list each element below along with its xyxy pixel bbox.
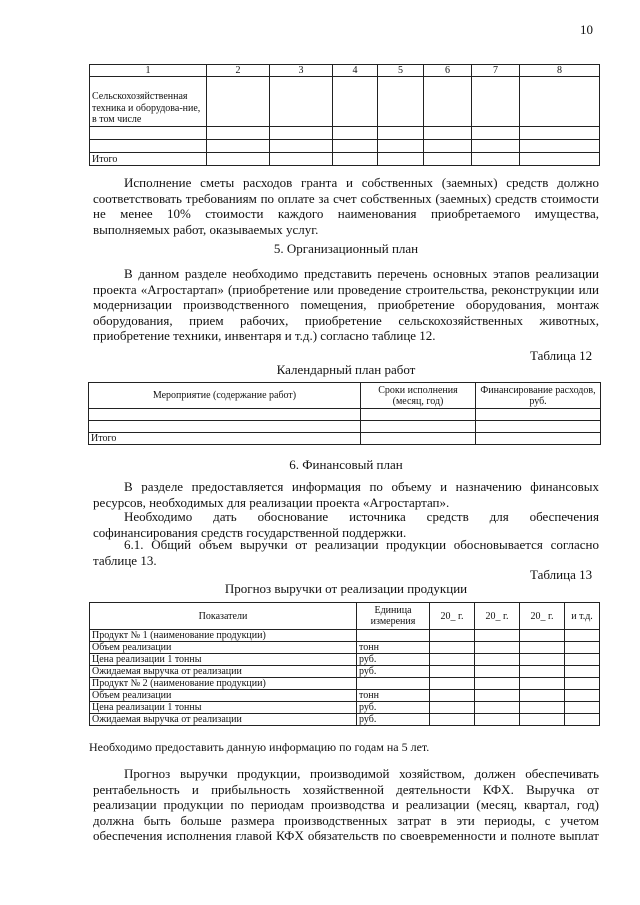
col-header: Единица измерения <box>357 603 430 630</box>
table-row <box>90 702 600 714</box>
page-number: 10 <box>580 22 593 37</box>
row-unit: тонн <box>357 642 430 654</box>
col-header: Показатели <box>90 603 357 630</box>
table-label: Таблица 12 <box>530 348 593 363</box>
row-label: Объем реализации <box>90 642 357 654</box>
row-unit: тонн <box>357 690 430 702</box>
table-cell <box>520 77 600 127</box>
table-cell <box>270 77 333 127</box>
col-header: 7 <box>472 65 520 77</box>
col-header: 1 <box>90 65 207 77</box>
note: Необходимо предоставить данную информацию по годам на 5 лет. <box>89 740 430 754</box>
col-header: Финансирование расходов, руб. <box>476 383 601 409</box>
table-row <box>90 654 600 666</box>
table-cell <box>333 77 378 127</box>
table-row <box>90 77 600 127</box>
table-cell <box>378 77 424 127</box>
table-row <box>90 678 600 690</box>
col-header: 4 <box>333 65 378 77</box>
table-header-row <box>90 65 600 77</box>
col-header: 20_ г. <box>475 603 520 630</box>
table-row <box>90 127 600 140</box>
table-row <box>90 642 600 654</box>
total-label: Итого <box>90 153 207 166</box>
table-cell: Сельскохозяйственная техника и оборудова-ние, в том числе <box>90 77 207 127</box>
row-label: Ожидаемая выручка от реализации <box>90 666 357 678</box>
row-unit: руб. <box>357 714 430 726</box>
col-header: 20_ г. <box>520 603 565 630</box>
table-row <box>89 433 601 445</box>
col-header: 5 <box>378 65 424 77</box>
table-label: Таблица 13 <box>530 567 593 582</box>
table-title: Прогноз выручки от реализации продукции <box>224 581 468 596</box>
row-unit <box>357 678 430 690</box>
col-header: 20_ г. <box>430 603 475 630</box>
table-row <box>90 666 600 678</box>
table-row <box>90 714 600 726</box>
row-unit <box>357 630 430 642</box>
section-title: 6. Финансовый план <box>289 457 403 472</box>
table-row <box>90 630 600 642</box>
table-row <box>90 690 600 702</box>
paragraph: Прогноз выручки продукции, производимой хозяйством, должен обеспечивать рентабельность и прибыльность хозяйственной деятельности КФХ. Выручка от реализации продукции по периодам производства и реализации (месяц, квартал, год) должна быть больше размера производственных затрат в эти периоды, с учетом обеспечения исполнения главой КФХ обязательств по своевременности и полноте выплат <box>93 766 599 843</box>
paragraph: В разделе предоставляется информация по объему и назначению финансовых ресурсов, необходимых для реализации проекта «Агростартап». <box>93 479 599 510</box>
calendar-plan-table <box>88 382 601 445</box>
row-label: Цена реализации 1 тонны <box>90 702 357 714</box>
row-unit: руб. <box>357 666 430 678</box>
col-header: 6 <box>424 65 472 77</box>
table-title: Календарный план работ <box>276 362 416 377</box>
total-label: Итого <box>89 433 361 445</box>
table-row <box>89 421 601 433</box>
row-label: Цена реализации 1 тонны <box>90 654 357 666</box>
col-header: 2 <box>207 65 270 77</box>
section-title: 5. Организационный план <box>273 241 419 256</box>
table-row <box>90 140 600 153</box>
table-cell <box>207 77 270 127</box>
row-unit: руб. <box>357 654 430 666</box>
table-row <box>90 153 600 166</box>
col-header: Сроки исполнения (месяц, год) <box>361 383 476 409</box>
table-cell <box>472 77 520 127</box>
table-row <box>89 409 601 421</box>
row-label: Продукт № 2 (наименование продукции) <box>90 678 357 690</box>
col-header: и т.д. <box>565 603 600 630</box>
row-unit: руб. <box>357 702 430 714</box>
paragraph: В данном разделе необходимо представить перечень основных этапов реализации проекта «Агростартап» (приобретение или проведение строительства, реконструкции или модернизации производственного помещения, приобретение оборудования, монтаж оборудования, прием рабочих, приобретение сельскохозяйственных животных, приобретение техники, инвентаря и т.д.) согласно таблице 12. <box>93 266 599 343</box>
revenue-forecast-table <box>89 602 600 726</box>
row-label: Объем реализации <box>90 690 357 702</box>
row-label: Продукт № 1 (наименование продукции) <box>90 630 357 642</box>
paragraph: Исполнение сметы расходов гранта и собственных (заемных) средств должно соответствовать требованиям по оплате за счет собственных (заемных) средств стоимости не менее 10% стоимости каждого наименования приобретаемого имущества, выполняемых работ, оказываемых услуг. <box>93 175 599 237</box>
row-label: Ожидаемая выручка от реализации <box>90 714 357 726</box>
paragraph: Необходимо дать обоснование источника средств для обеспечения софинансирования средств государственной поддержки. <box>93 509 599 540</box>
table-cell <box>424 77 472 127</box>
col-header: 8 <box>520 65 600 77</box>
col-header: Мероприятие (содержание работ) <box>89 383 361 409</box>
table-header-row <box>89 383 601 409</box>
col-header: 3 <box>270 65 333 77</box>
paragraph: 6.1. Общий объем выручки от реализации продукции обосновывается согласно таблице 13. <box>93 537 599 568</box>
table-header-row <box>90 603 600 630</box>
budget-table <box>89 64 600 166</box>
